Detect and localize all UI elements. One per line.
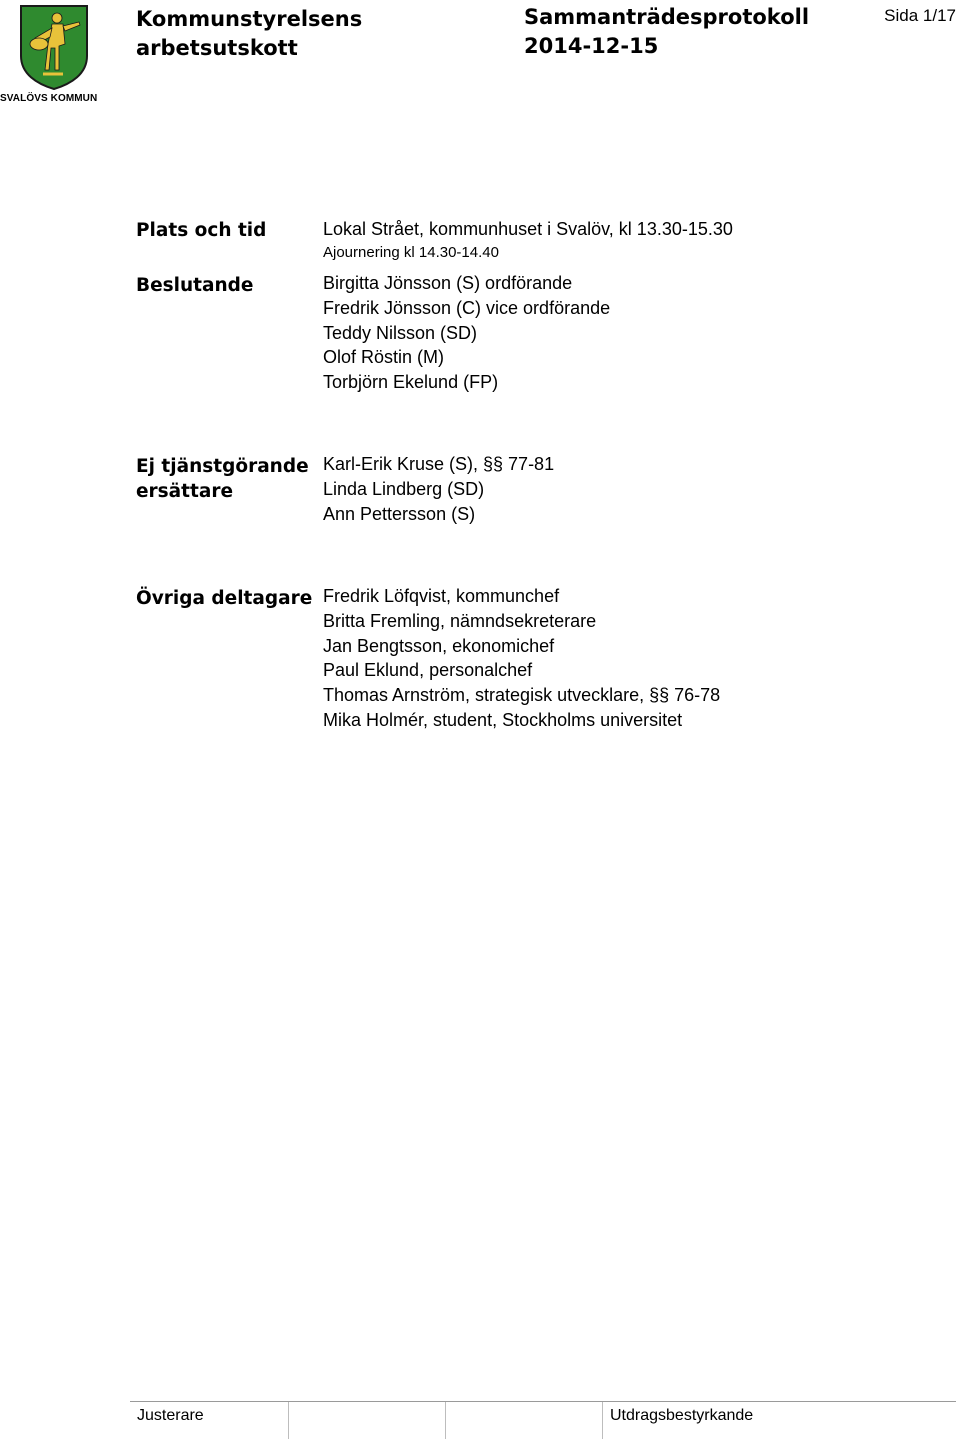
list-item: Teddy Nilsson (SD) [323, 322, 478, 343]
list-item: Mika Holmér, student, Stockholms universitet [323, 709, 683, 730]
ersattare-label-line1: Ej tjänstgörande [136, 456, 309, 477]
protocol-heading [524, 3, 824, 61]
list-item: Olof Röstin (M) [323, 347, 445, 368]
plats-content [323, 217, 943, 264]
list-item: Birgitta Jönsson (S) ordförande [323, 273, 573, 293]
list-item: Fredrik Löfqvist, kommunchef [323, 586, 560, 606]
justerare-label: Justerare [137, 1407, 204, 1424]
list-item: Fredrik Jönsson (C) vice ordförande [323, 297, 611, 318]
ersattare-label-line2: ersättare [136, 481, 234, 502]
signature-footer [130, 1401, 956, 1439]
list-item: Ann Pettersson (S) [323, 503, 476, 524]
ersattare-label [136, 454, 316, 504]
list-item: Karl-Erik Kruse (S), §§ 77-81 [323, 454, 555, 474]
list-item: Paul Eklund, personalchef [323, 660, 533, 681]
page-number: Sida 1/17 [884, 6, 956, 25]
protocol-title: Sammanträdesprotokoll [524, 5, 810, 29]
protocol-date: 2014-12-15 [524, 34, 659, 58]
municipality-logo [0, 4, 110, 104]
list-item: Torbjörn Ekelund (FP) [323, 372, 499, 393]
footer-divider [602, 1402, 603, 1439]
ersattare-list [323, 452, 943, 526]
ovriga-label: Övriga deltagare [136, 588, 313, 609]
coat-of-arms-icon [19, 4, 89, 90]
committee-name-line1: Kommunstyrelsens [136, 7, 363, 31]
list-item: Britta Fremling, nämndsekreterare [323, 610, 597, 631]
footer-divider [288, 1402, 289, 1439]
list-item: Thomas Arnström, strategisk utvecklare, §§ 76-78 [323, 685, 721, 706]
committee-name [136, 5, 436, 63]
list-item: Jan Bengtsson, ekonomichef [323, 635, 555, 656]
ovriga-list [323, 584, 943, 733]
committee-name-line2: arbetsutskott [136, 36, 298, 60]
list-item: Linda Lindberg (SD) [323, 478, 485, 499]
beslutande-list [323, 271, 943, 395]
plats-label: Plats och tid [136, 220, 267, 241]
plats-line: Lokal Strået, kommunhuset i Svalöv, kl 13.30-15.30 [323, 219, 733, 239]
plats-line: Ajournering kl 14.30-14.40 [323, 243, 499, 261]
beslutande-label: Beslutande [136, 275, 254, 296]
footer-divider [445, 1402, 446, 1439]
logo-caption: SVALÖVS KOMMUN [0, 93, 98, 104]
utdragsbestyrkande-label: Utdragsbestyrkande [610, 1407, 754, 1424]
